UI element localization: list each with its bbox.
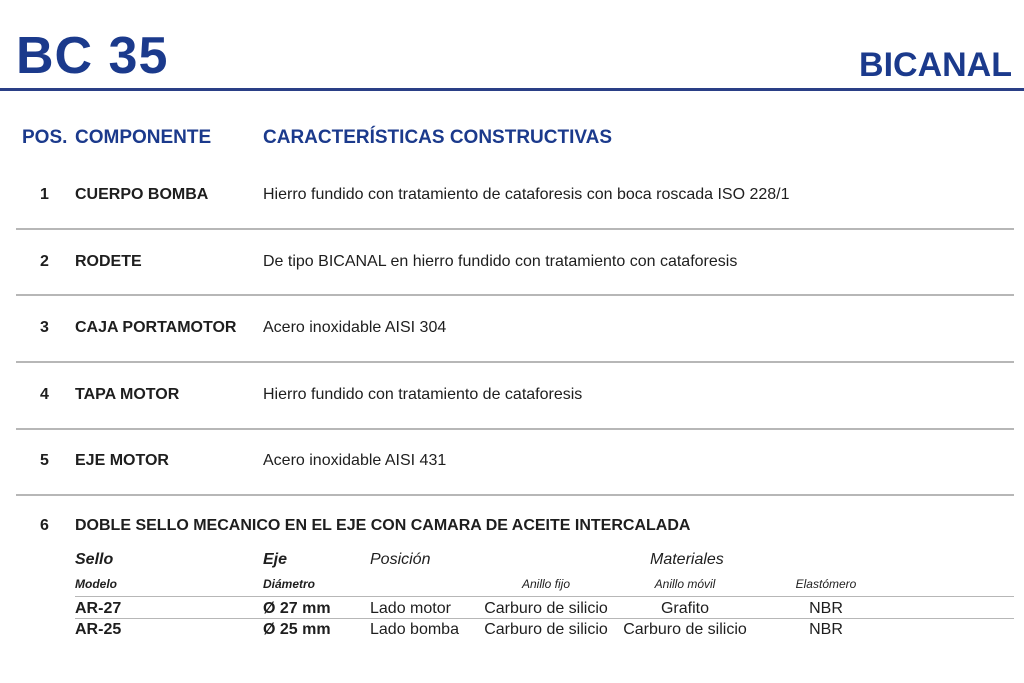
seal-header-diametro: Diámetro xyxy=(263,577,316,591)
component-row xyxy=(0,162,1024,228)
row-pos: 2 xyxy=(40,253,49,270)
column-header-component: COMPONENTE xyxy=(75,127,212,148)
header-rule xyxy=(0,88,1024,91)
row-pos: 1 xyxy=(40,186,49,203)
row-description: Hierro fundido con tratamiento de cataforesis xyxy=(263,386,583,403)
seal-header-elastomero: Elastómero xyxy=(795,577,857,591)
row-component: CAJA PORTAMOTOR xyxy=(75,319,237,336)
seal-row-modelo: AR-27 xyxy=(75,600,122,617)
component-row xyxy=(0,229,1024,295)
seal-row-posicion: Lado motor xyxy=(370,600,451,617)
seal-header-eje: Eje xyxy=(263,551,288,568)
seal-title: DOBLE SELLO MECANICO EN EL EJE CON CAMARA DE ACEITE INTERCALADA xyxy=(75,517,691,534)
component-row xyxy=(0,295,1024,361)
row-description: De tipo BICANAL en hierro fundido con tratamiento con cataforesis xyxy=(263,253,738,270)
component-row xyxy=(0,428,1024,494)
row-separator xyxy=(16,494,1014,496)
row-component: EJE MOTOR xyxy=(75,452,169,469)
seal-header-posicion: Posición xyxy=(370,551,431,568)
row-description: Acero inoxidable AISI 304 xyxy=(263,319,447,336)
row-component: RODETE xyxy=(75,253,142,270)
seal-pos: 6 xyxy=(40,517,49,534)
row-component: TAPA MOTOR xyxy=(75,386,180,403)
seal-row-diametro: Ø 27 mm xyxy=(263,600,331,617)
seal-table-rule xyxy=(75,596,1014,597)
seal-row-anillo-fijo: Carburo de silicio xyxy=(484,600,608,617)
seal-row-elastomero: NBR xyxy=(809,621,843,638)
seal-header-anillo-movil: Anillo móvil xyxy=(654,577,716,591)
product-type: BICANAL xyxy=(859,46,1012,84)
row-pos: 3 xyxy=(40,319,49,336)
seal-row-modelo: AR-25 xyxy=(75,621,122,638)
seal-row-posicion: Lado bomba xyxy=(370,621,459,638)
seal-table-rule xyxy=(75,618,1014,619)
seal-header-modelo: Modelo xyxy=(75,577,117,591)
column-header-pos: POS. xyxy=(22,127,68,148)
row-component: CUERPO BOMBA xyxy=(75,186,209,203)
row-description: Hierro fundido con tratamiento de cataforesis con boca roscada ISO 228/1 xyxy=(263,186,790,203)
seal-header-materiales: Materiales xyxy=(650,551,724,568)
seal-row-diametro: Ø 25 mm xyxy=(263,621,331,638)
seal-row-anillo-movil: Grafito xyxy=(660,600,709,617)
component-row xyxy=(0,362,1024,428)
seal-row-anillo-fijo: Carburo de silicio xyxy=(484,621,608,638)
product-title: BC 35 xyxy=(16,27,169,85)
row-pos: 5 xyxy=(40,452,49,469)
row-pos: 4 xyxy=(40,386,49,403)
seal-row-anillo-movil: Carburo de silicio xyxy=(623,621,747,638)
column-header-characteristics: CARACTERÍSTICAS CONSTRUCTIVAS xyxy=(263,127,613,148)
seal-row-elastomero: NBR xyxy=(809,600,843,617)
seal-header-sello: Sello xyxy=(75,551,114,568)
seal-header-anillo-fijo: Anillo fijo xyxy=(521,577,571,591)
row-description: Acero inoxidable AISI 431 xyxy=(263,452,447,469)
